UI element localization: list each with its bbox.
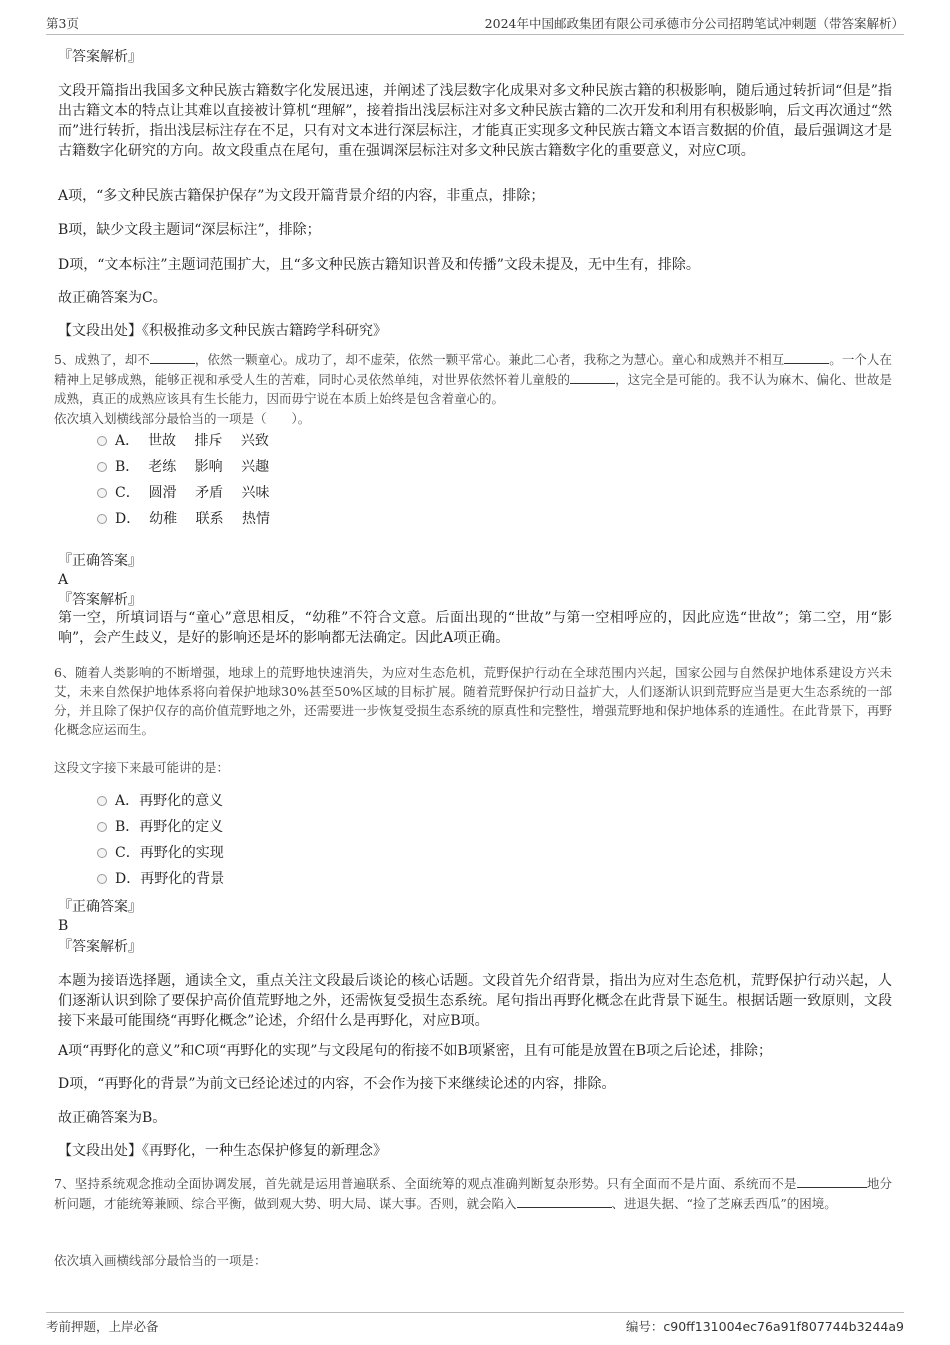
q5-correct-label: 『正确答案』 [58,553,142,569]
answer-blank-3 [570,369,615,384]
q6-option-c[interactable]: C．再野化的实现 [97,843,224,863]
radio-button-icon[interactable] [97,436,107,446]
q5-option-a[interactable]: A． 世故 排斥 兴致 [97,431,269,451]
q4-option-a-note: A项，“多文种民族古籍保护保存”为文段开篇背景介绍的内容，非重点，排除； [58,188,545,204]
q5-stem: 5、成熟了，却不 ，依然一颗童心。成功了，却不虚荣，依然一颗平常心。兼此二心者，我称之为慧心。童心和成熟并不相互 。一个人在精神上足够成熟，能够正视和承受人生的苦难，同时心灵依然单纯，对世界依然怀着儿童般的 ，这完全是可能的。我不认为麻木、偏化、世故是成熟，真正的成熟应该具有生长能力，因而毋宁说在本质上始终是包含着童心的。 [54,349,892,408]
q6-options-ac-note: A项“再野化的意义”和C项“再野化的实现”与文段尾句的衔接不如B项紧密，且有可能是放置在B项之后论述，排除； [58,1043,773,1059]
q4-option-d-note: D项，“文本标注”主题词范围扩大，且“多文种民族古籍知识普及和传播”文段未提及，无中生有，排除。 [58,257,700,273]
q5-option-b[interactable]: B． 老练 影响 兴趣 [97,457,269,477]
page-header [46,14,904,35]
q5-prompt: 依次填入划横线部分最恰当的一项是（ ）。 [54,411,311,426]
q5-option-c[interactable]: C． 圆滑 矛盾 兴味 [97,483,270,503]
page-footer [46,1312,904,1335]
q6-option-d-note: D项，“再野化的背景”为前文已经论述过的内容，不会作为接下来继续论述的内容，排除。 [58,1076,616,1092]
q5-correct-answer: A [58,572,69,588]
q6-analysis-label: 『答案解析』 [58,939,142,955]
radio-button-icon[interactable] [97,488,107,498]
q7-prompt: 依次填入画横线部分最恰当的一项是： [54,1253,267,1268]
q7-stem: 7、坚持系统观念推动全面协调发展，首先就是运用普遍联系、全面统筹的观点准确判断复杂形势。只有全面而不是片面、系统而不是 地分析问题，才能统筹兼顾、综合平衡，做到观大势、明大局、谋大事。否则，就会陷入 、进退失据、“捡了芝麻丢西瓜”的困境。 [54,1173,892,1213]
answer-blank-2 [517,1193,612,1208]
q6-option-b[interactable]: B．再野化的定义 [97,817,223,837]
q6-conclusion: 故正确答案为B。 [58,1110,167,1126]
document-code: 编号：c90ff131004ec76a91f807744b3244a9 [625,1319,904,1334]
q5-analysis-label: 『答案解析』 [58,592,142,608]
radio-button-icon[interactable] [97,822,107,832]
radio-button-icon[interactable] [97,514,107,524]
radio-button-icon[interactable] [97,874,107,884]
q6-option-a[interactable]: A．再野化的意义 [97,791,223,811]
q6-correct-label: 『正确答案』 [58,899,142,915]
q4-analysis-label: 『答案解析』 [58,49,142,65]
q6-prompt: 这段文字接下来最可能讲的是： [54,760,230,775]
q6-source: 【文段出处】《再野化，一种生态保护修复的新理念》 [58,1143,387,1159]
footer-slogan: 考前押题，上岸必备 [46,1319,159,1334]
q5-analysis-text: 第一空，所填词语与“童心”意思相反，“幼稚”不符合文意。后面出现的“世故”与第一空相呼应的，因此应选“世故”；第二空，用“影响”，会产生歧义，是好的影响还是坏的影响都无法确定。因此A项正确。 [58,610,892,646]
q6-correct-answer: B [58,918,69,934]
document-title: 2024年中国邮政集团有限公司承德市分公司招聘笔试冲刺题（带答案解析） [484,16,904,31]
radio-button-icon[interactable] [97,462,107,472]
radio-button-icon[interactable] [97,796,107,806]
page-number: 第3页 [46,16,79,31]
q5-option-d[interactable]: D． 幼稚 联系 热情 [97,509,270,529]
q6-stem: 6、随着人类影响的不断增强，地球上的荒野地快速消失，为应对生态危机，荒野保护行动在全球范围内兴起，国家公园与自然保护地体系建设方兴未艾，未来自然保护地体系将向着保护地球30%甚至50%区域的目标扩展。随着荒野保护行动日益扩大，人们逐渐认识到荒野应当是更大生态系统的一部分，并且除了保护仅存的高价值荒野地之外，还需要进一步恢复受损生态系统的原真性和完整性，增强荒野地和保护地体系的连通性。在此背景下，再野化概念应运而生。 [54,665,892,737]
radio-button-icon[interactable] [97,848,107,858]
q6-option-d[interactable]: D．再野化的背景 [97,869,224,889]
q4-conclusion: 故正确答案为C。 [58,290,167,306]
answer-blank-1 [797,1173,867,1188]
q4-source: 【文段出处】《积极推动多文种民族古籍跨学科研究》 [58,323,387,339]
q6-analysis-text: 本题为接语选择题，通读全文，重点关注文段最后谈论的核心话题。文段首先介绍背景，指出为应对生态危机，荒野保护行动兴起，人们逐渐认识到除了要保护高价值荒野地之外，还需恢复受损生态系统。尾句指出再野化概念在此背景下诞生。根据话题一致原则，文段接下来最可能围绕“再野化概念”论述，介绍什么是再野化，对应B项。 [58,973,892,1029]
q4-analysis-text: 文段开篇指出我国多文种民族古籍数字化发展迅速，并阐述了浅层数字化成果对多文种民族古籍的积极影响，随后通过转折词“但是”指出古籍文本的特点让其难以直接被计算机“理解”，接着指出浅层标注对多文种民族古籍的二次开发和利用有积极影响，后文再次通过“然而”进行转折，指出浅层标注存在不足，只有对文本进行深层标注，才能真正实现多文种民族古籍文本语言数据的价值，最后强调这才是古籍数字化研究的方向。故文段重点在尾句，重在强调深层标注对多文种民族古籍数字化的重要意义，对应C项。 [58,83,892,159]
q4-option-b-note: B项，缺少文段主题词“深层标注”，排除； [58,222,321,238]
answer-blank-2 [784,349,829,364]
answer-blank-1 [150,349,195,364]
